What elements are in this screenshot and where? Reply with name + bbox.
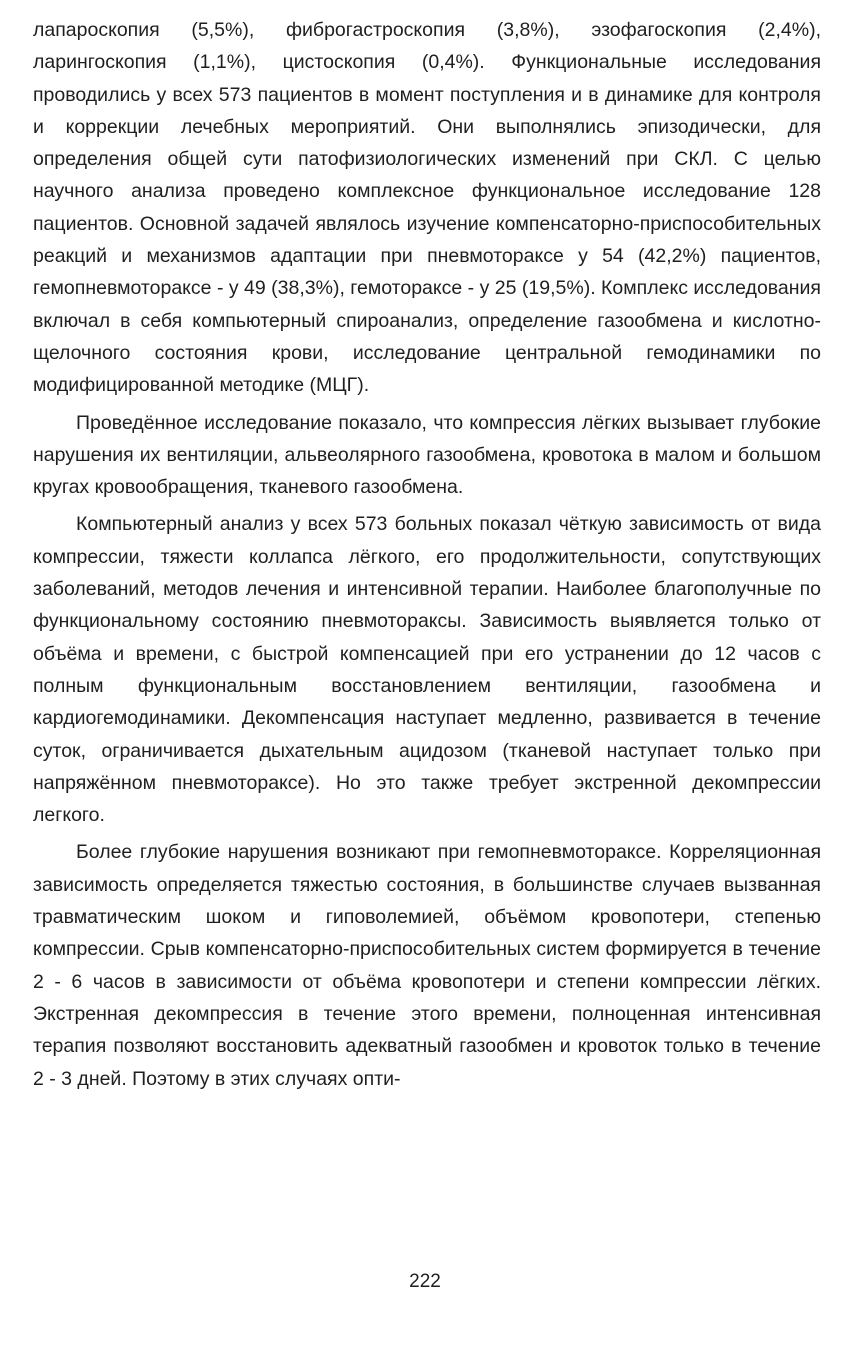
page-body — [33, 14, 821, 1095]
page-number: 222 — [409, 1271, 441, 1292]
paragraph-hemopneumothorax: Более глубокие нарушения возникают при гемопневмотораксе. Корреляционная зависимость определяется тяжестью состояния, в большинстве случаев вызванная травматическим шоком и гиповолемией, объёмом кровопотери, степенью компрессии. Срыв компенсаторно-приспособительных систем формируется в течение 2 - 6 часов в зависимости от объёма кровопотери и степени компрессии лёгких. Экстренная декомпрессия в течение этого времени, полноценная интенсивная терапия позволяют восстановить адекватный газообмен и кровоток только в течение 2 - 3 дней. Поэтому в этих случаях опти- — [33, 841, 821, 1090]
paragraph-computer-analysis: Компьютерный анализ у всех 573 больных показал чёткую зависимость от вида компрессии, тяжести коллапса лёгкого, его продолжительности, сопутствующих заболеваний, методов лечения и интенсивной терапии. Наиболее благополучные по функциональному состоянию пневмотораксы. Зависимость выявляется только от объёма и времени, с быстрой компенсацией при его устранении до 12 часов с полным функциональным восстановлением вентиляции, газообмена и кардиогемодинамики. Декомпенсация наступает медленно, развивается в течение суток, ограничивается дыхательным ацидозом (тканевой наступает только при напряжённом пневмотораксе). Но это также требует экстренной декомпрессии легкого. — [33, 513, 821, 827]
paragraph-continuation: лапароскопия (5,5%), фиброгастроскопия (3,8%), эзофагоскопия (2,4%), ларингоскопия (1,1%), цистоскопия (0,4%). Функциональные исследования проводились у всех 573 пациентов в момент поступления и в динамике для контроля и коррекции лечебных мероприятий. Они выполнялись эпизодически, для определения общей сути патофизиологических изменений при СКЛ. С целью научного анализа проведено комплексное функциональное исследование 128 пациентов. Основной задачей являлось изучение компенсаторно-приспособительных реакций и механизмов адаптации при пневмотораксе у 54 (42,2%) пациентов, гемопневмотораксе - у 49 (38,3%), гемотораксе - у 25 (19,5%). Комплекс исследования включал в себя компьютерный спироанализ, определение газообмена и кислотно-щелочного состояния крови, исследование центральной гемодинамики по модифицированной методике (МЦГ). — [33, 19, 821, 397]
paragraph-study-results: Проведённое исследование показало, что компрессия лёгких вызывает глубокие нарушения их вентиляции, альвеолярного газообмена, кровотока в малом и большом кругах кровообращения, тканевого газообмена. — [33, 411, 821, 499]
